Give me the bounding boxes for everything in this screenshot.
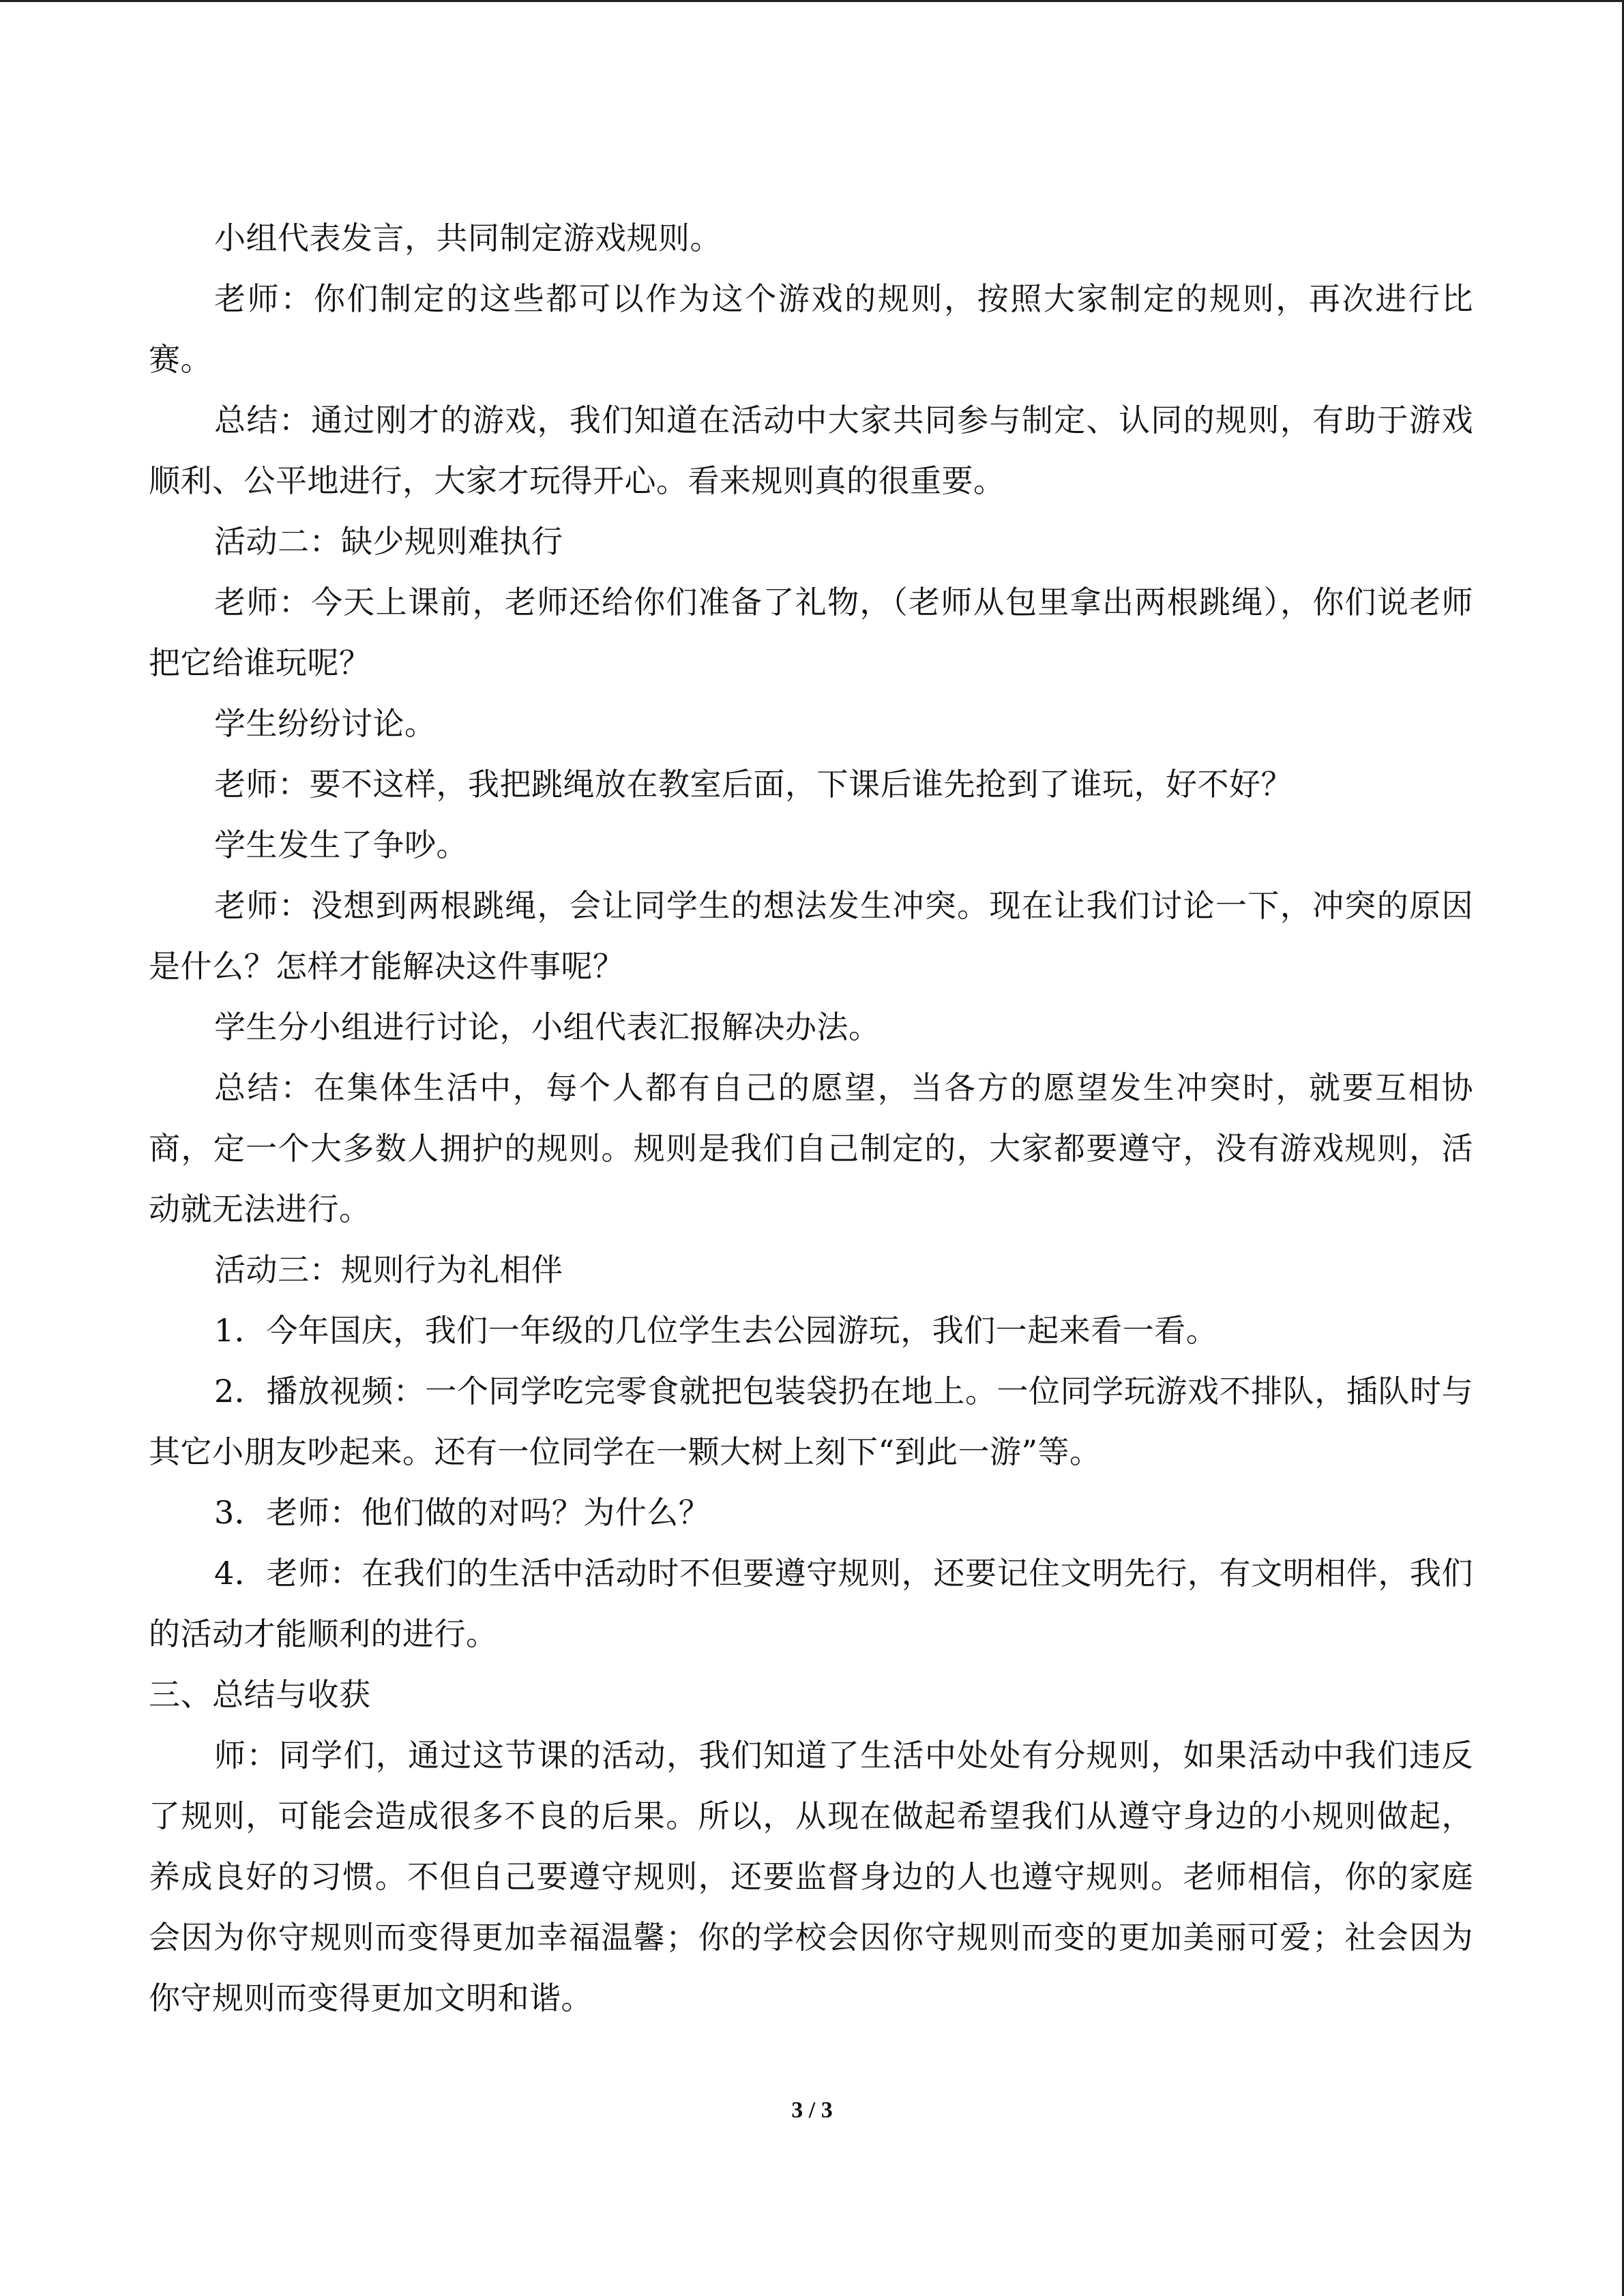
list-item-2: 2．播放视频：一个同学吃完零食就把包装袋扔在地上。一位同学玩游戏不排队，插队时与其它小朋友吵起来。还有一位同学在一颗大树上刻下“到此一游”等。 [149, 1373, 1473, 1470]
page-border-top [0, 0, 1624, 2]
section-heading-summary: 三、总结与收获 [149, 1676, 371, 1713]
paragraph-teacher-rope: 老师：要不这样，我把跳绳放在教室后面，下课后谁先抢到了谁玩，好不好？ [214, 766, 1293, 803]
heading-activity-3: 活动三：规则行为礼相伴 [214, 1251, 563, 1288]
page-number: 3 / 3 [791, 2098, 833, 2123]
paragraph-final-summary: 师：同学们，通过这节课的活动，我们知道了生活中处处有分规则，如果活动中我们违反了规则，可能会造成很多不良的后果。所以，从现在做起希望我们从遵守身边的小规则做起，养成良好的习惯。不但自己要遵守规则，还要监督身边的人也遵守规则。老师相信，你的家庭会因为你守规则而变得更加幸福温馨；你的学校会因你守规则而变的更加美丽可爱；社会因为你守规则而变得更加文明和谐。 [149, 1737, 1473, 2016]
list-item-4: 4．老师：在我们的生活中活动时不但要遵守规则，还要记住文明先行，有文明相伴，我们的活动才能顺利的进行。 [149, 1555, 1473, 1652]
paragraph-teacher-rules: 老师：你们制定的这些都可以作为这个游戏的规则，按照大家制定的规则，再次进行比赛。 [149, 280, 1473, 378]
paragraph-summary-2: 总结：在集体生活中，每个人都有自己的愿望，当各方的愿望发生冲突时，就要互相协商，定一个大多数人拥护的规则。规则是我们自己制定的，大家都要遵守，没有游戏规则，活动就无法进行。 [149, 1069, 1473, 1227]
paragraph-group-report: 学生分小组进行讨论，小组代表汇报解决办法。 [214, 1009, 881, 1045]
paragraph-teacher-gift: 老师：今天上课前，老师还给你们准备了礼物，（老师从包里拿出两根跳绳），你们说老师把它给谁玩呢？ [149, 584, 1473, 681]
paragraph-teacher-conflict: 老师：没想到两根跳绳，会让同学生的想法发生冲突。现在让我们讨论一下，冲突的原因是什么？怎样才能解决这件事呢？ [149, 887, 1473, 985]
paragraph-students-discuss: 学生纷纷讨论。 [214, 705, 437, 742]
list-item-1: 1．今年国庆，我们一年级的几位学生去公园游玩，我们一起来看一看。 [214, 1312, 1218, 1349]
heading-activity-2: 活动二：缺少规则难执行 [214, 523, 563, 560]
list-item-3: 3．老师：他们做的对吗？为什么？ [214, 1494, 711, 1531]
paragraph-students-quarrel: 学生发生了争吵。 [214, 826, 468, 863]
paragraph-summary-1: 总结：通过刚才的游戏，我们知道在活动中大家共同参与制定、认同的规则，有助于游戏顺利、公平地进行，大家才玩得开心。看来规则真的很重要。 [149, 402, 1473, 499]
document-body [149, 208, 1473, 2029]
paragraph-group-rules: 小组代表发言，共同制定游戏规则。 [214, 220, 722, 256]
